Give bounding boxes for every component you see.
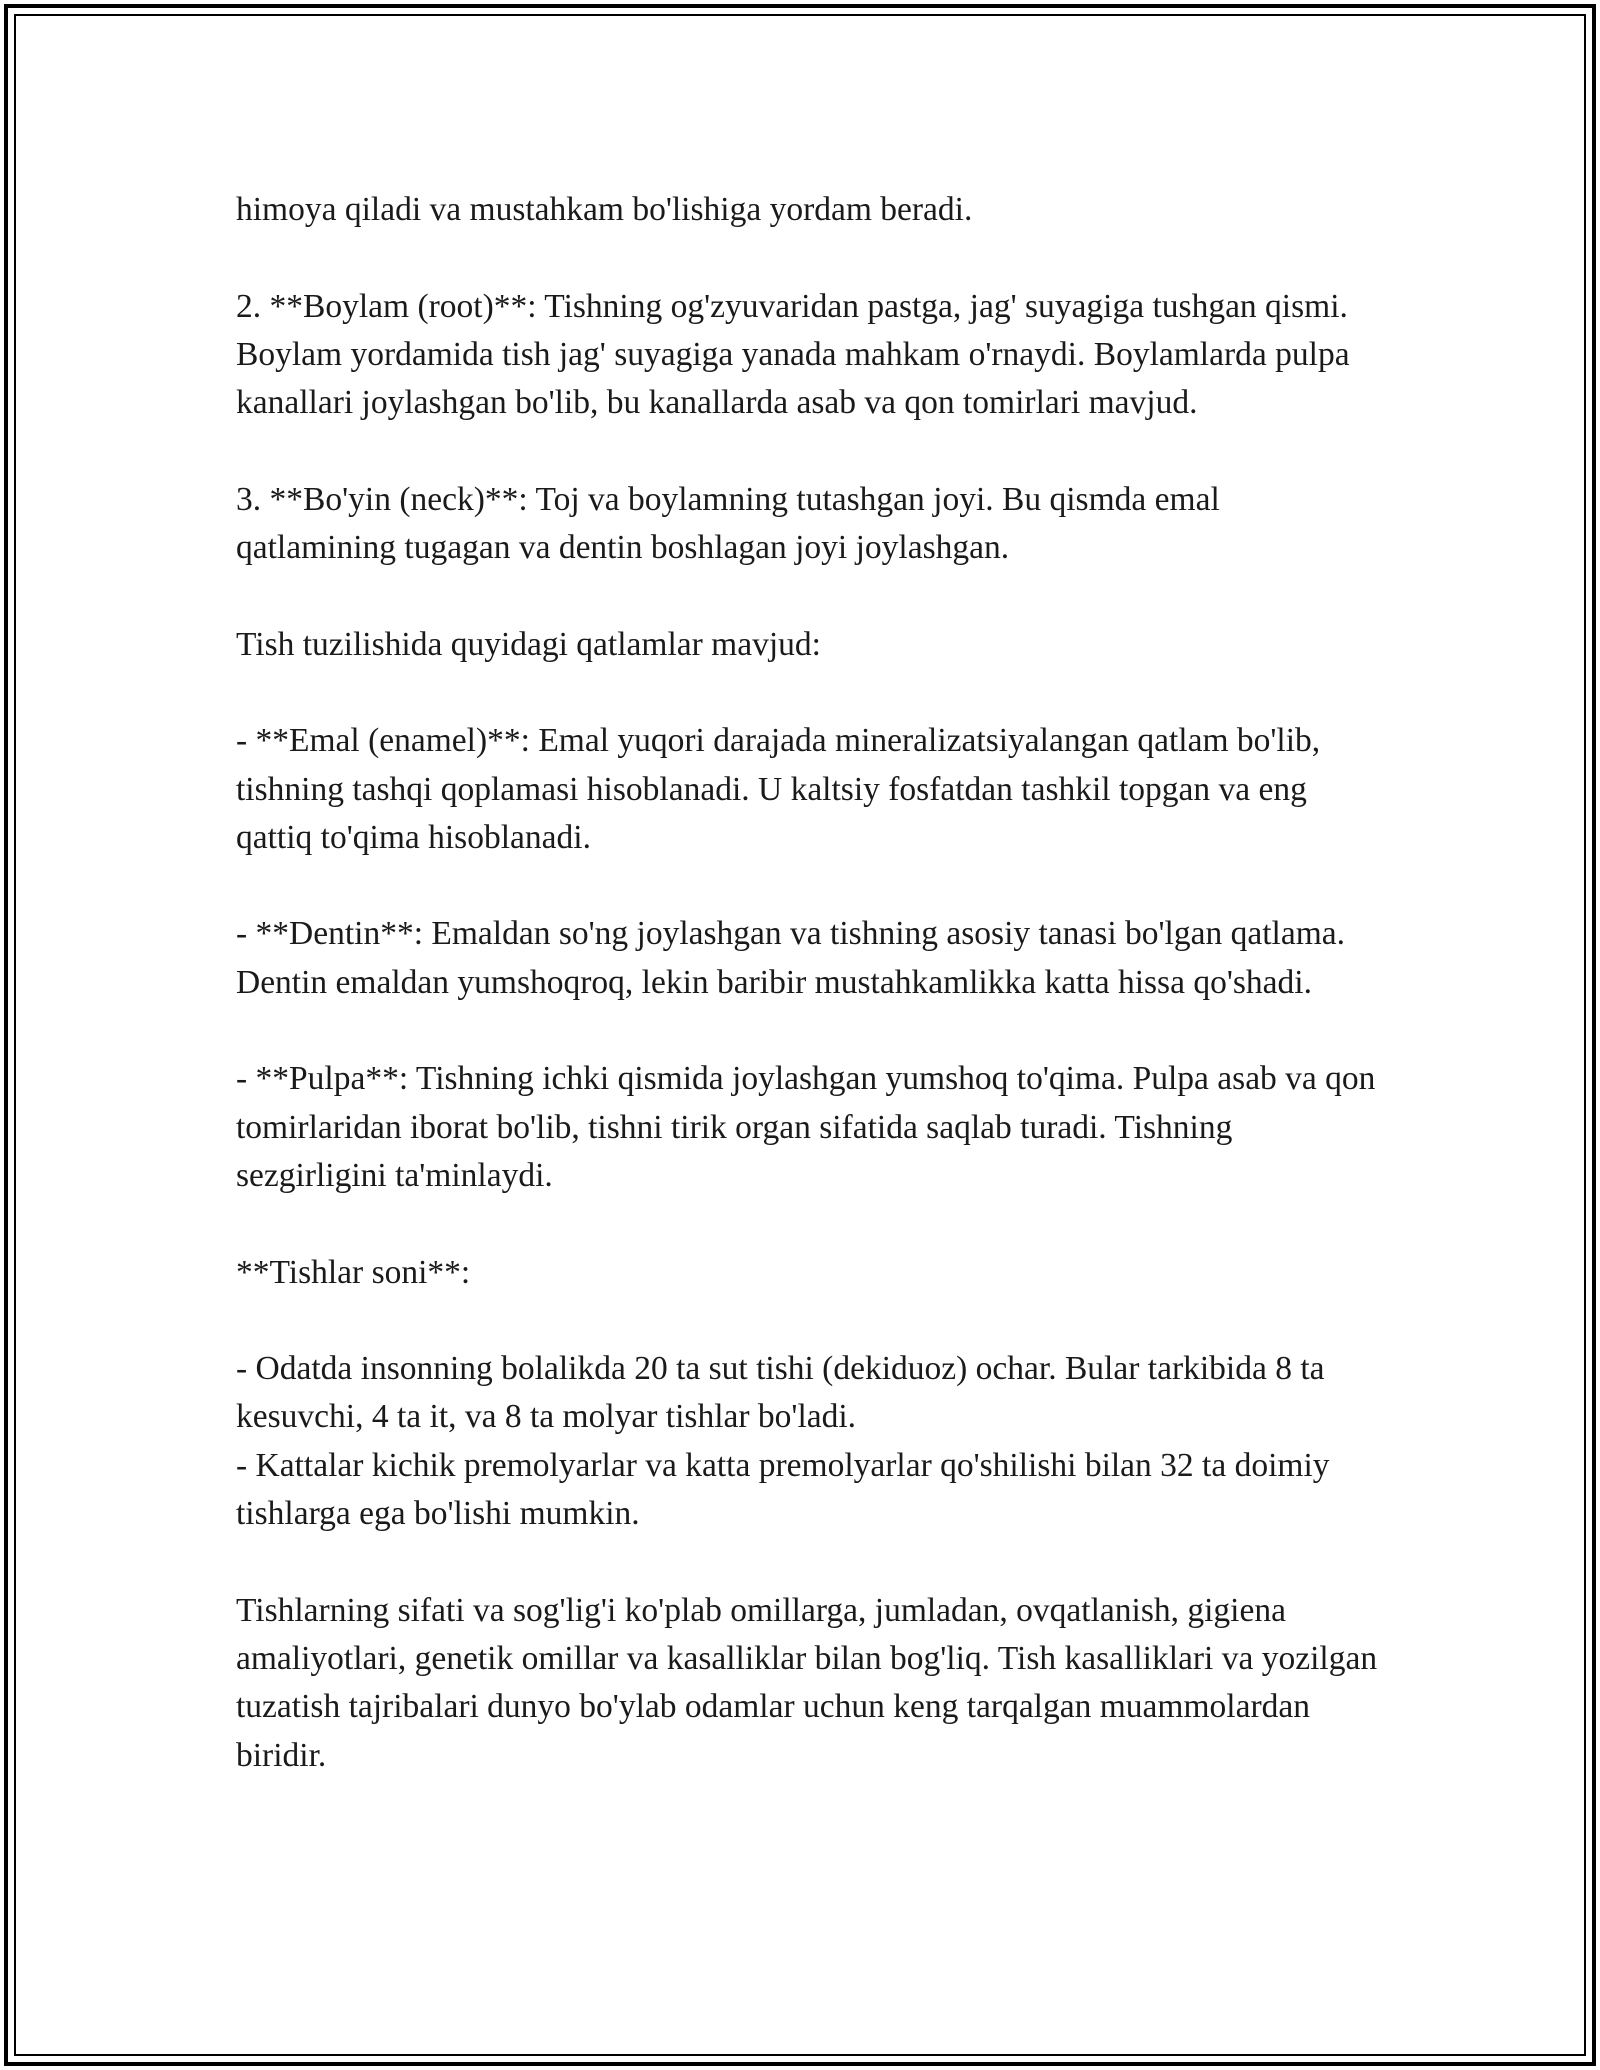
- list-item-adult-teeth: - Kattalar kichik premolyarlar va katta premolyarlar qo'shilishi bilan 32 ta doimiy tishlarga ega bo'lishi mumkin.: [236, 1446, 1330, 1533]
- paragraph-enamel: - **Emal (enamel)**: Emal yuqori darajada mineralizatsiyalangan qatlam bo'lib, tishning tashqi qoplamasi hisoblanadi. U kaltsiy fosfatdan tashkil topgan va eng qattiq to'qima hisoblanadi.: [236, 722, 1321, 856]
- document-body: [236, 186, 1386, 1780]
- paragraph-pulp: - **Pulpa**: Tishning ichki qismida joylashgan yumshoq to'qima. Pulpa asab va qon tomirlaridan iborat bo'lib, tishni tirik organ sifatida saqlab turadi. Tishning sezgirligini ta'minlaydi.: [236, 1060, 1376, 1194]
- list-item-children-teeth: - Odatda insonning bolalikda 20 ta sut tishi (dekiduoz) ochar. Bular tarkibida 8 ta kesuvchi, 4 ta it, va 8 ta molyar tishlar bo'ladi.: [236, 1350, 1325, 1436]
- paragraph-root: 2. **Boylam (root)**: Tishning og'zyuvaridan pastga, jag' suyagiga tushgan qismi. Boylam yordamida tish jag' suyagiga yanada mahkam o'rnaydi. Boylamlarda pulpa kanallari joylashgan bo'lib, bu kanallarda asab va qon tomirlari mavjud.: [236, 287, 1350, 422]
- paragraph-continuation: himoya qiladi va mustahkam bo'lishiga yordam beradi.: [236, 191, 973, 228]
- paragraph-dentin: - **Dentin**: Emaldan so'ng joylashgan va tishning asosiy tanasi bo'lgan qatlama. Dentin emaldan yumshoqroq, lekin baribir mustahkamlikka katta hissa qo'shadi.: [236, 915, 1346, 1001]
- paragraph-neck: 3. **Bo'yin (neck)**: Toj va boylamning tutashgan joyi. Bu qismda emal qatlamining tugagan va dentin boshlagan joyi joylashgan.: [236, 480, 1220, 567]
- paragraph-layers-intro: Tish tuzilishida quyidagi qatlamlar mavjud:: [236, 625, 821, 663]
- paragraph-conclusion: Tishlarning sifati va sog'lig'i ko'plab omillarga, jumladan, ovqatlanish, gigiena amaliyotlari, genetik omillar va kasalliklar bilan bog'liq. Tish kasalliklari va yozilgan tuzatish tajribalari dunyo bo'ylab odamlar uchun keng tarqalgan muammolardan biridir.: [236, 1591, 1378, 1774]
- paragraph-teeth-count-heading: **Tishlar soni**:: [236, 1253, 471, 1291]
